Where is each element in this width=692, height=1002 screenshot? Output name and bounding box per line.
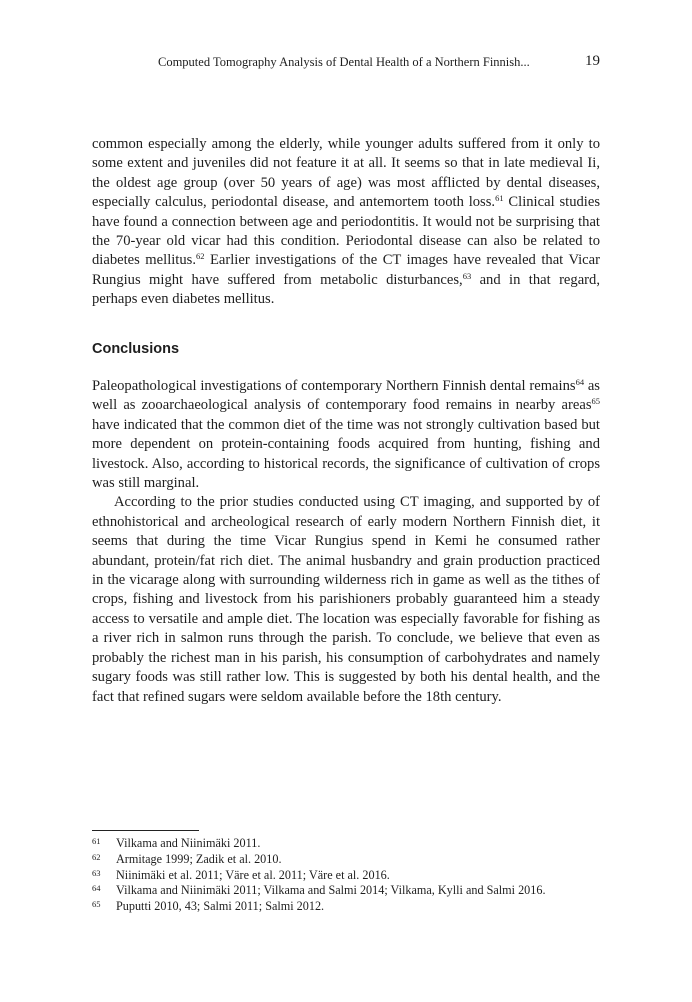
- conclusions-section: [92, 377, 600, 707]
- footnote-item: [92, 836, 600, 852]
- section-heading: Conclusions: [92, 341, 180, 357]
- footnote-item: [92, 883, 600, 899]
- footnote-number: 63: [92, 867, 101, 878]
- footnote-ref: 61: [495, 193, 504, 204]
- footnote-number: 65: [92, 899, 101, 910]
- page-number: 19: [585, 53, 600, 69]
- paragraph-text: [92, 377, 600, 493]
- footnote-number: 64: [92, 883, 101, 894]
- footnote-text: Vilkama and Niinimäki 2011; Vilkama and Salmi 2014; Vilkama, Kylli and Salmi 2016.: [116, 883, 546, 898]
- text-run: and in that regard, perhaps even diabetes mellitus.: [92, 271, 600, 308]
- running-title: Computed Tomography Analysis of Dental Health of a Northern Finnish...: [158, 55, 530, 69]
- footnote-ref: 62: [195, 251, 205, 262]
- text-run: Earlier investigations of the CT images have revealed that Vicar Rungius might have suffered from metabolic disturbances,: [92, 252, 600, 288]
- intro-paragraph: [92, 135, 600, 310]
- paragraph-text: [92, 135, 600, 310]
- footnotes: [92, 836, 600, 915]
- text-run: have indicated that the common diet of the time was not strongly cultivation based but more dependent on protein-containing foods acquired from hunting, fishing and livestock. Also, according to historical records, the significance of cultivation of crops was still marginal.: [92, 416, 600, 492]
- footnote-number: 62: [92, 851, 101, 862]
- footnote-item: [92, 899, 600, 915]
- footnote-text: Vilkama and Niinimäki 2011.: [116, 836, 261, 850]
- footnote-ref: 63: [462, 270, 472, 281]
- footnote-text: Niinimäki et al. 2011; Väre et al. 2011; Väre et al. 2016.: [116, 867, 390, 882]
- text-run: as well as zooarchaeological analysis of contemporary food remains in nearby areas: [92, 378, 600, 414]
- footnote-text: Armitage 1999; Zadik et al. 2010.: [116, 851, 282, 866]
- text-run: Paleopathological investigations of contemporary Northern Finnish dental remains: [92, 378, 576, 394]
- text-run: common especially among the elderly, while younger adults suffered from it only to some extent and juveniles did not feature it at all. It seems so that in late medieval Ii, the oldest age group (over 50 years of age) was most afflicted by dental diseases, especially calculus, periodontal disease, and antemortem tooth loss.: [92, 136, 600, 211]
- footnote-item: [92, 852, 600, 868]
- footnote-divider: [92, 830, 199, 831]
- paragraph-text: According to the prior studies conducted using CT imaging, and supported by of ethnohistorical and archeological research of early modern Northern Finnish diet, it seems that during the time Vicar Rungius spend in Kemi he consumed rather abundant, protein/fat rich diet. The animal husbandry and grain production practiced in the vicarage along with surrounding wilderness rich in game as well as the tithes of crops, fishing and livestock from his parishioners probably guaranteed him a steady access to versatile and ample diet. The location was especially favorable for fishing as a river rich in salmon runs through the parish. To conclude, we believe that even as probably the richest man in his parish, his consumption of carbohydrates and namely sugary foods was still rather low. This is suggested by both his dental health, and the fact that refined sugars were seldom available before the 18th century.: [92, 494, 600, 705]
- footnote-ref: 64: [575, 377, 585, 387]
- footnote-number: 61: [92, 836, 101, 846]
- text-run: Clinical studies have found a connection between age and periodontitis. It would not be surprising that the 70-year old vicar had this condition. Periodontal disease can also be related to diabetes mellitus.: [92, 194, 601, 269]
- footnote-text: Puputti 2010, 43; Salmi 2011; Salmi 2012.: [116, 899, 325, 914]
- footnote-ref: 65: [591, 396, 600, 407]
- footnote-item: [92, 868, 600, 884]
